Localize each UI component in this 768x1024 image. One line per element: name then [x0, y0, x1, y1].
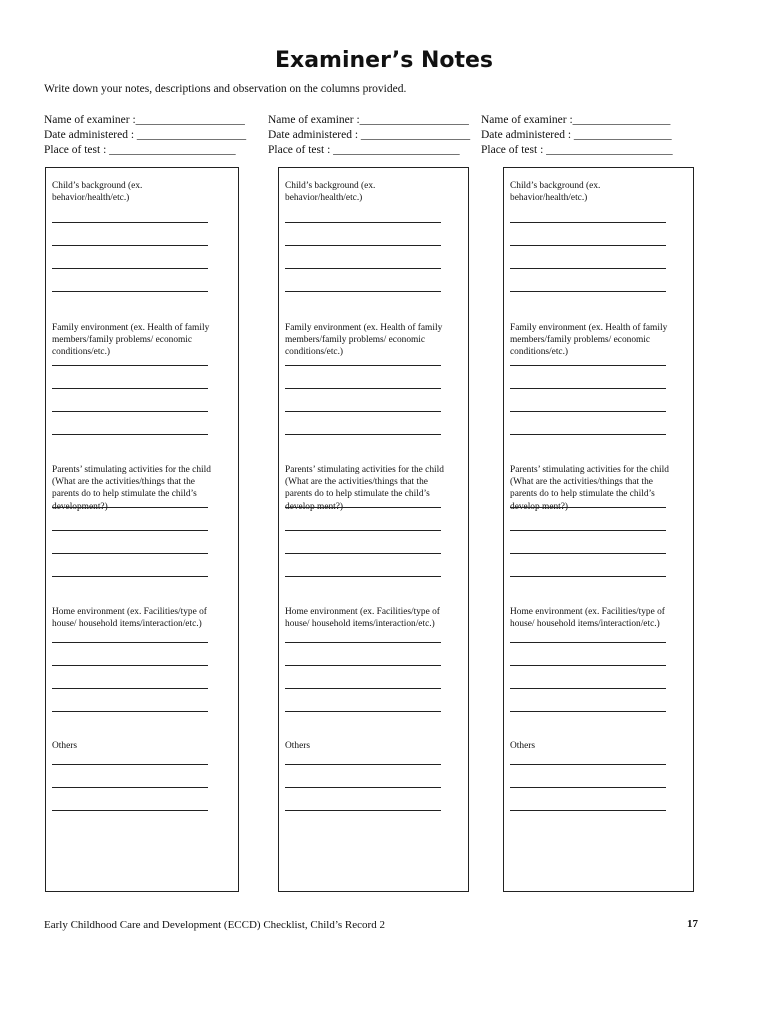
- section-label: [285, 180, 458, 204]
- section-label-line: members/family problems/ economic: [510, 335, 651, 346]
- writing-line[interactable]: [52, 291, 208, 292]
- section-label: [510, 322, 683, 359]
- writing-line[interactable]: [285, 434, 441, 435]
- writing-line[interactable]: [510, 553, 666, 554]
- section-label-line: conditions/etc.): [52, 347, 111, 358]
- section-label-line: conditions/etc.): [510, 347, 569, 358]
- section-2: [285, 464, 458, 513]
- date-administered-field[interactable]: Date administered : ___________________: [268, 129, 471, 141]
- section-label-line: develop ment?): [285, 501, 344, 512]
- writing-line[interactable]: [285, 553, 441, 554]
- writing-line[interactable]: [52, 388, 208, 389]
- section-label: [510, 606, 683, 630]
- writing-line[interactable]: [52, 530, 208, 531]
- section-label-line: Family environment (ex. Health of family: [52, 323, 210, 333]
- writing-line[interactable]: [52, 787, 208, 788]
- section-label: [52, 322, 228, 359]
- section-3: [52, 606, 228, 630]
- writing-line[interactable]: [285, 245, 441, 246]
- writing-line[interactable]: [285, 665, 441, 666]
- writing-line[interactable]: [285, 810, 441, 811]
- date-administered-field[interactable]: Date administered : ___________________: [44, 129, 247, 141]
- section-label-line: Child’s background (ex.: [285, 181, 376, 191]
- writing-line[interactable]: [285, 764, 441, 765]
- writing-line[interactable]: [510, 245, 666, 246]
- section-label-line: parents do to help stimulate the child’s: [52, 489, 197, 500]
- notes-column-1: [45, 167, 239, 892]
- section-label-line: parents do to help stimulate the child’s: [510, 489, 655, 500]
- writing-line[interactable]: [510, 291, 666, 292]
- section-label: [52, 180, 228, 204]
- writing-line[interactable]: [285, 576, 441, 577]
- page-title: Examiner’s Notes: [274, 48, 494, 73]
- section-label-line: Home environment (ex. Facilities/type of: [510, 607, 665, 617]
- writing-line[interactable]: [510, 388, 666, 389]
- writing-line[interactable]: [510, 787, 666, 788]
- section-label-line: Parents’ stimulating activities for the child: [510, 465, 669, 475]
- writing-line[interactable]: [52, 434, 208, 435]
- section-1: [52, 322, 228, 359]
- writing-line[interactable]: [510, 411, 666, 412]
- section-label-line: Child’s background (ex.: [52, 181, 143, 191]
- writing-line[interactable]: [510, 507, 666, 508]
- place-of-test-field[interactable]: Place of test : ______________________: [44, 144, 236, 156]
- section-0: [52, 180, 228, 204]
- section-1: [285, 322, 458, 359]
- notes-column-2: [278, 167, 469, 892]
- header-block-1: [44, 113, 246, 158]
- section-label-line: Others: [510, 741, 535, 751]
- writing-line[interactable]: [510, 665, 666, 666]
- writing-line[interactable]: [510, 530, 666, 531]
- section-label-line: Home environment (ex. Facilities/type of: [285, 607, 440, 617]
- writing-line[interactable]: [52, 411, 208, 412]
- section-label-line: behavior/health/etc.): [510, 193, 588, 204]
- writing-line[interactable]: [285, 711, 441, 712]
- section-label-line: members/family problems/ economic: [52, 335, 193, 346]
- writing-line[interactable]: [510, 365, 666, 366]
- section-label: [285, 740, 458, 752]
- section-0: [510, 180, 683, 204]
- section-0: [285, 180, 458, 204]
- writing-line[interactable]: [285, 291, 441, 292]
- section-label-line: parents do to help stimulate the child’s: [285, 489, 430, 500]
- writing-line[interactable]: [52, 222, 208, 223]
- section-label-line: Child’s background (ex.: [510, 181, 601, 191]
- section-label-line: Family environment (ex. Health of family: [285, 323, 443, 333]
- writing-line[interactable]: [510, 711, 666, 712]
- section-label: [52, 606, 228, 630]
- section-label-line: house/ household items/interaction/etc.): [510, 619, 660, 630]
- writing-line[interactable]: [285, 222, 441, 223]
- writing-line[interactable]: [52, 365, 208, 366]
- writing-line[interactable]: [52, 665, 208, 666]
- section-2: [510, 464, 683, 513]
- section-3: [510, 606, 683, 630]
- writing-line[interactable]: [285, 507, 441, 508]
- writing-line[interactable]: [285, 411, 441, 412]
- writing-line[interactable]: [510, 764, 666, 765]
- section-label-line: (What are the activities/things that the: [52, 477, 195, 488]
- writing-line[interactable]: [510, 576, 666, 577]
- section-label-line: conditions/etc.): [285, 347, 344, 358]
- section-label-line: (What are the activities/things that the: [510, 477, 653, 488]
- writing-line[interactable]: [52, 245, 208, 246]
- section-label-line: Others: [52, 741, 77, 751]
- section-label-line: Others: [285, 741, 310, 751]
- section-1: [510, 322, 683, 359]
- examiner-name-field[interactable]: Name of examiner :_________________: [481, 114, 671, 126]
- section-label-line: development?): [52, 501, 108, 512]
- writing-line[interactable]: [285, 268, 441, 269]
- writing-line[interactable]: [510, 642, 666, 643]
- writing-line[interactable]: [52, 553, 208, 554]
- page-number: 17: [687, 918, 698, 930]
- writing-line[interactable]: [510, 434, 666, 435]
- writing-line[interactable]: [285, 530, 441, 531]
- writing-line[interactable]: [52, 576, 208, 577]
- writing-line[interactable]: [52, 507, 208, 508]
- writing-line[interactable]: [52, 268, 208, 269]
- writing-line[interactable]: [510, 222, 666, 223]
- section-label: [285, 322, 458, 359]
- section-label: [285, 464, 458, 513]
- section-label-line: house/ household items/interaction/etc.): [285, 619, 435, 630]
- writing-line[interactable]: [285, 388, 441, 389]
- section-label-line: members/family problems/ economic: [285, 335, 426, 346]
- writing-line[interactable]: [285, 787, 441, 788]
- header-block-3: [481, 113, 673, 158]
- date-administered-field[interactable]: Date administered : _________________: [481, 129, 672, 141]
- section-label-line: behavior/health/etc.): [285, 193, 363, 204]
- section-3: [285, 606, 458, 630]
- writing-line[interactable]: [52, 711, 208, 712]
- notes-column-3: [503, 167, 694, 892]
- section-label: [52, 740, 228, 752]
- section-label-line: develop ment?): [510, 501, 569, 512]
- footer-text: Early Childhood Care and Development (ECCD) Checklist, Child’s Record 2: [44, 919, 385, 931]
- section-4: [510, 740, 683, 752]
- section-label: [510, 464, 683, 513]
- section-label-line: (What are the activities/things that the: [285, 477, 428, 488]
- place-of-test-field[interactable]: Place of test : ______________________: [268, 144, 460, 156]
- section-label-line: Home environment (ex. Facilities/type of: [52, 607, 207, 617]
- writing-line[interactable]: [510, 688, 666, 689]
- section-label-line: behavior/health/etc.): [52, 193, 130, 204]
- header-block-2: [268, 113, 470, 158]
- writing-line[interactable]: [285, 688, 441, 689]
- writing-line[interactable]: [510, 268, 666, 269]
- section-4: [285, 740, 458, 752]
- section-label-line: Family environment (ex. Health of family: [510, 323, 668, 333]
- section-label: [510, 740, 683, 752]
- examiner-name-field[interactable]: Name of examiner :___________________: [268, 114, 469, 126]
- writing-line[interactable]: [52, 810, 208, 811]
- section-label: [285, 606, 458, 630]
- examiner-name-field[interactable]: Name of examiner :___________________: [44, 114, 245, 126]
- place-of-test-field[interactable]: Place of test : ______________________: [481, 144, 673, 156]
- section-2: [52, 464, 228, 513]
- writing-line[interactable]: [285, 365, 441, 366]
- section-label-line: Parents’ stimulating activities for the child: [52, 465, 211, 475]
- instructions: Write down your notes, descriptions and observation on the columns provided.: [44, 83, 407, 95]
- writing-line[interactable]: [52, 688, 208, 689]
- writing-line[interactable]: [52, 642, 208, 643]
- writing-line[interactable]: [52, 764, 208, 765]
- writing-line[interactable]: [285, 642, 441, 643]
- section-label: [52, 464, 228, 513]
- section-4: [52, 740, 228, 752]
- writing-line[interactable]: [510, 810, 666, 811]
- section-label: [510, 180, 683, 204]
- section-label-line: house/ household items/interaction/etc.): [52, 619, 202, 630]
- section-label-line: Parents’ stimulating activities for the child: [285, 465, 444, 475]
